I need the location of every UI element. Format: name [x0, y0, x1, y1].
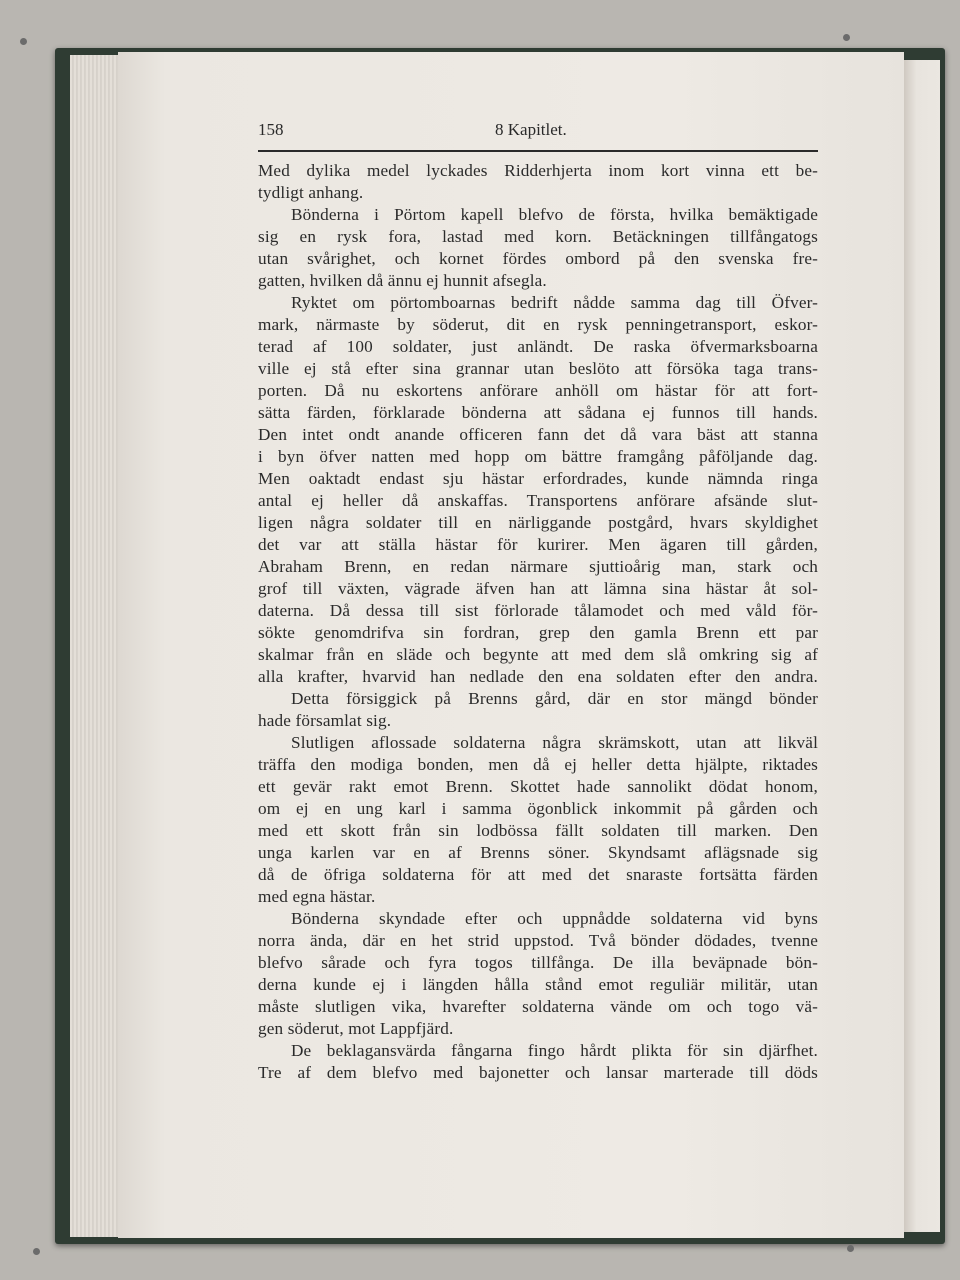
text-line: sökte genomdrifva sin fordran, grep den gamla Brenn ett par	[258, 623, 818, 642]
text-line: gen söderut, mot Lappfjärd.	[258, 1019, 454, 1038]
corner-pin-icon	[33, 1248, 40, 1255]
text-line: mark, närmaste by söderut, dit en rysk penningetransport, eskor-	[258, 315, 818, 334]
text-line: Bönderna i Pörtom kapell blefvo de första, hvilka bemäktigade	[291, 205, 818, 224]
text-line: utan svårighet, och kornet fördes ombord på den svenska fre-	[258, 249, 818, 268]
text-line: ligen några soldater till en närliggande postgård, hvars skyldighet	[258, 513, 818, 532]
text-line: Med dylika medel lyckades Ridderhjerta inom kort vinna ett be-	[258, 161, 818, 180]
text-line: Men oaktadt endast sju hästar erfordrades, kunde nämnda ringa	[258, 469, 818, 488]
text-line: träffa den modiga bonden, men då ej heller detta hjälpte, riktades	[258, 755, 818, 774]
text-line: måste slutligen vika, hvarefter soldaterna vände om och togo vä-	[258, 997, 818, 1016]
text-line: Detta försiggick på Brenns gård, där en stor mängd bönder	[291, 689, 818, 708]
body-text	[258, 160, 818, 1084]
text-line: tydligt anhang.	[258, 183, 364, 202]
text-line: Ryktet om pörtomboarnas bedrift nådde samma dag till Öfver-	[291, 293, 818, 312]
running-header	[258, 120, 818, 148]
text-line: norra ända, där en het strid uppstod. Två bönder dödades, tvenne	[258, 931, 818, 950]
header-rule	[258, 150, 818, 152]
page-number: 158	[258, 120, 284, 139]
text-line: ett gevär rakt emot Brenn. Skottet hade sannolikt dödat honom,	[258, 777, 818, 796]
text-line: om ej en ung karl i samma ögonblick inkommit på gården och	[258, 799, 818, 818]
text-line: med ett skott från sin lodbössa fällt soldaten till marken. Den	[258, 821, 818, 840]
text-line: grof till växten, vägrade äfven han att lämna sina hästar åt sol-	[258, 579, 818, 598]
text-line: antal ej heller då anskaffas. Transportens anförare afsände slut-	[258, 491, 818, 510]
text-line: hade församlat sig.	[258, 711, 392, 730]
text-line: blefvo sårade och fyra togos tillfånga. De illa beväpnade bön-	[258, 953, 818, 972]
text-line: Slutligen aflossade soldaterna några skrämskott, utan att likväl	[291, 733, 818, 752]
text-line: terad af 100 soldater, just anländt. De raska öfvermarksboarna	[258, 337, 818, 356]
text-line: porten. Då nu eskortens anförare anhöll om hästar för att fort-	[258, 381, 818, 400]
text-line: Tre af dem blefvo med bajonetter och lansar marterade till döds	[258, 1063, 818, 1082]
text-line: sätta färden, förklarade bönderna att sådana ej funnos till hands.	[258, 403, 818, 422]
text-line: sig en rysk fora, lastad med korn. Betäckningen tillfångatogs	[258, 227, 818, 246]
text-line: ville ej stå efter sina grannar utan beslöto att försöka taga trans-	[258, 359, 818, 378]
text-line: derna kunde ej i längden hålla stånd emot reguliär militär, utan	[258, 975, 818, 994]
text-line: alla krafter, hvarvid han nedlade den ena soldaten efter den andra.	[258, 667, 818, 686]
text-line: då de öfriga soldaterna för att med det snaraste fortsätta färden	[258, 865, 818, 884]
text-line: i byn öfver natten med hopp om bättre framgång påföljande dag.	[258, 447, 818, 466]
text-line: Den intet ondt anande officeren fann det då vara bäst att stanna	[258, 425, 818, 444]
text-line: Abraham Brenn, en redan närmare sjuttioårig man, stark och	[258, 557, 818, 576]
text-line: unga karlen var en af Brenns söner. Skyndsamt aflägsnade sig	[258, 843, 818, 862]
chapter-title: 8 Kapitlet.	[495, 120, 567, 139]
corner-pin-icon	[847, 1245, 854, 1252]
text-line: gatten, hvilken då ännu ej hunnit afsegla.	[258, 271, 547, 290]
text-line: De beklagansvärda fångarna fingo hårdt plikta för sin djärfhet.	[291, 1041, 818, 1060]
facing-page	[904, 60, 940, 1232]
text-line: Bönderna skyndade efter och uppnådde soldaterna vid byns	[291, 909, 818, 928]
text-line: det var att ställa hästar för kurirer. Men ägaren till gården,	[258, 535, 818, 554]
text-line: skalmar från en släde och begynte att med dem slå omkring sig af	[258, 645, 818, 664]
corner-pin-icon	[843, 34, 850, 41]
text-line: daterna. Då dessa till sist förlorade tålamodet och med våld för-	[258, 601, 818, 620]
text-line: med egna hästar.	[258, 887, 376, 906]
corner-pin-icon	[20, 38, 27, 45]
